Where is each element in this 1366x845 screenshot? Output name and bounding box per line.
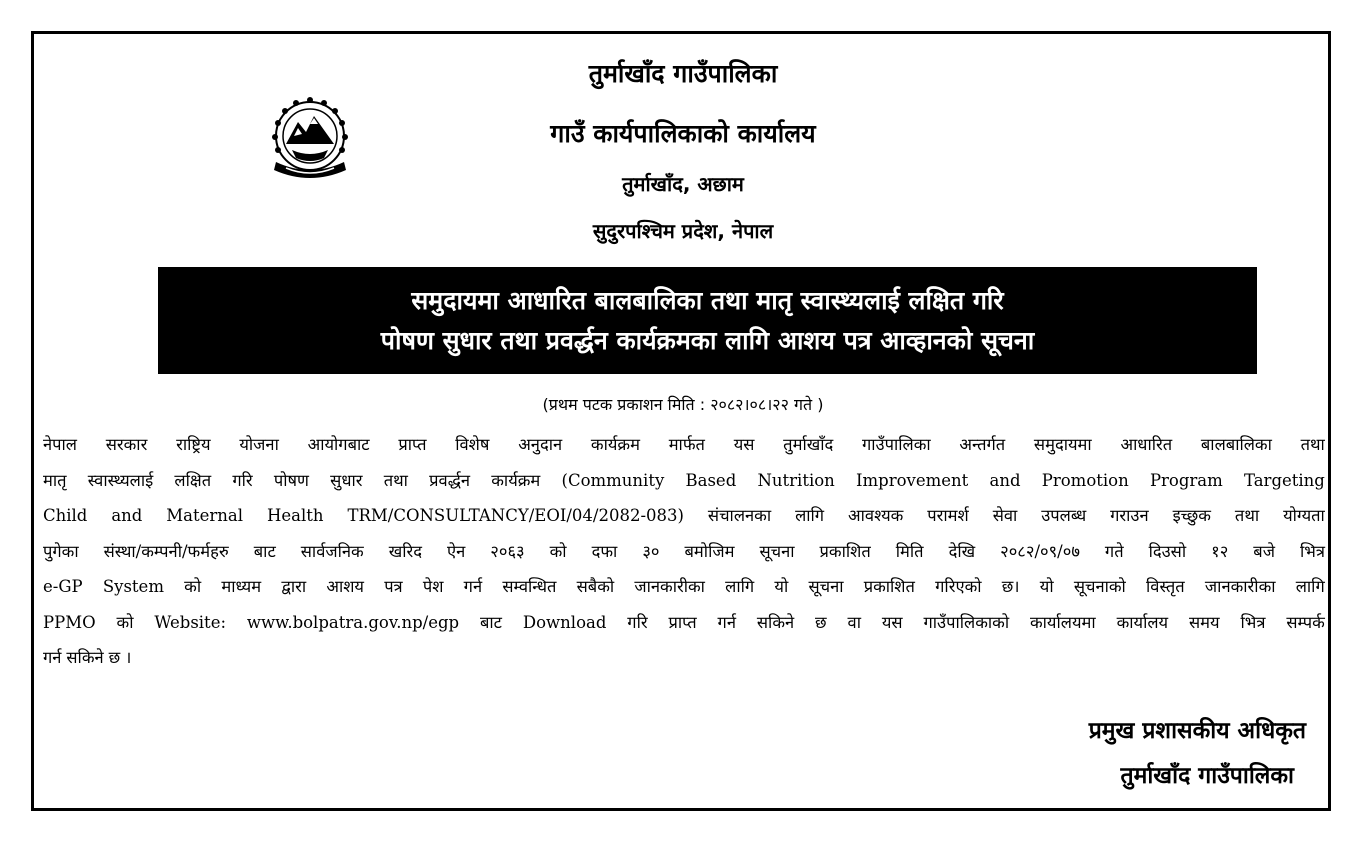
body-word: System — [102, 577, 164, 596]
body-word: योग्यता — [1283, 506, 1325, 525]
publication-date: (प्रथम पटक प्रकाशन मिति : २०८२।०८।२२ गते ) — [542, 395, 824, 414]
body-word: आवश्यक — [848, 506, 904, 525]
body-word: छ। — [1001, 577, 1020, 596]
body-word: राष्ट्रिय — [176, 435, 211, 454]
banner-line-1: समुदायमा आधारित बालबालिका तथा मातृ स्वास्थ्यलाई लक्षित गरि — [411, 286, 1004, 315]
body-word: and — [111, 506, 143, 525]
office-name: तुर्माखाँद गाउँपालिका — [588, 59, 778, 88]
body-word: संस्था/कम्पनी/फर्महरु — [103, 541, 229, 561]
body-word: । — [125, 648, 132, 667]
body-word: Nutrition — [757, 470, 835, 490]
body-word: सम्पर्क — [1286, 612, 1325, 632]
office-type: गाउँ कार्यपालिकाको कार्यालय — [550, 119, 816, 148]
body-word: सूचनाको — [1073, 577, 1126, 596]
notice-body — [43, 427, 1325, 676]
body-word: Program — [1149, 470, 1223, 490]
body-word: उपलब्ध — [1041, 506, 1087, 525]
body-word: मिति — [895, 541, 924, 561]
signatory-title: प्रमुख प्रशासकीय अधिकृत — [1088, 718, 1306, 744]
body-word: लक्षित — [174, 470, 212, 490]
body-word: कार्यालयमा — [1029, 612, 1096, 632]
body-word: प्राप्त — [398, 435, 427, 454]
body-line — [43, 569, 1325, 605]
body-word: आधारित — [1120, 435, 1173, 454]
body-word: प्रकाशित — [819, 541, 871, 561]
body-word: तथा — [1234, 506, 1260, 525]
body-word: गरि — [232, 470, 253, 490]
body-word: मातृ — [43, 470, 67, 490]
body-word: गाउँपालिका — [861, 435, 931, 454]
body-word: बाट — [479, 612, 502, 632]
body-word: कार्यक्रम — [491, 470, 541, 490]
body-word: विस्तृत — [1146, 577, 1185, 596]
body-word: Improvement — [856, 470, 969, 490]
body-word: ३० — [642, 541, 660, 561]
body-word: पोषण — [273, 470, 309, 490]
body-word: पेश — [422, 577, 444, 596]
body-word: योजना — [239, 435, 279, 454]
body-word: Child — [43, 506, 88, 525]
body-word: १२ — [1211, 541, 1229, 561]
body-word: www.bolpatra.gov.np/egp — [246, 612, 460, 632]
notice-title-banner — [158, 267, 1257, 374]
body-word: दिउसो — [1148, 541, 1187, 561]
body-word: छ — [108, 648, 121, 667]
body-word: आशय — [326, 577, 364, 596]
body-line — [43, 498, 1325, 534]
body-word: तुर्माखाँद — [783, 435, 834, 454]
body-word: गर्न — [717, 612, 736, 632]
body-word: बालबालिका — [1200, 435, 1272, 454]
body-word: नेपाल — [43, 435, 77, 454]
body-word: यो — [1039, 577, 1054, 596]
body-word: जानकारीका — [1204, 577, 1276, 596]
body-word: सार्वजनिक — [300, 541, 364, 561]
body-word: द्वारा — [281, 577, 307, 596]
body-line — [43, 463, 1325, 499]
body-word: स्वास्थ्यलाई — [87, 470, 154, 490]
body-word: दफा — [591, 541, 618, 561]
body-word: PPMO — [43, 612, 96, 632]
body-word: लागि — [795, 506, 825, 525]
body-word: सकिने — [756, 612, 795, 632]
body-word: प्राप्त — [668, 612, 697, 632]
body-word: देखि — [948, 541, 976, 561]
body-word: सरकार — [105, 435, 148, 454]
body-word: लागि — [1295, 577, 1325, 596]
body-word: Health — [266, 506, 324, 525]
body-word: को — [184, 577, 202, 596]
body-word: यस — [881, 612, 903, 632]
body-word: जानकारीका — [634, 577, 705, 596]
body-word: को — [549, 541, 567, 561]
body-word: (Community — [561, 470, 665, 490]
body-word: सबैको — [576, 577, 615, 596]
body-word: गते — [1104, 541, 1124, 561]
body-word: TRM/CONSULTANCY/EOI/04/2082-083) — [347, 506, 684, 525]
body-line — [43, 427, 1325, 463]
body-word: को — [116, 612, 134, 632]
body-word: प्रकाशित — [863, 577, 915, 596]
body-word: Based — [685, 470, 737, 490]
body-word: कार्यक्रम — [590, 435, 640, 454]
office-province: सुदुरपश्चिम प्रदेश, नेपाल — [592, 219, 774, 243]
body-word: समय — [1189, 612, 1220, 632]
body-word: सूचना — [759, 541, 795, 561]
body-word: यो — [774, 577, 789, 596]
body-word: Download — [522, 612, 607, 632]
body-word: गरिएको — [935, 577, 982, 596]
body-word: २०६३ — [490, 541, 525, 561]
body-word: वा — [847, 612, 861, 632]
body-word: Maternal — [166, 506, 244, 525]
body-word: भित्र — [1240, 612, 1266, 632]
body-word: बाट — [253, 541, 276, 561]
body-word: ऐन — [447, 541, 466, 561]
body-word: यस — [733, 435, 755, 454]
body-word: भित्र — [1299, 541, 1325, 561]
body-word: बजे — [1253, 541, 1275, 561]
body-word: अन्तर्गत — [959, 435, 1006, 454]
body-word: २०८२/०९/०७ — [1000, 541, 1080, 561]
body-word: खरिद — [388, 541, 422, 561]
body-word: सम्वन्धित — [502, 577, 557, 596]
signatory-office: तुर्माखाँद गाउँपालिका — [1120, 763, 1294, 789]
body-line — [43, 534, 1325, 570]
body-word: माध्यम — [221, 577, 262, 596]
body-word: गर्न — [43, 648, 62, 667]
body-word: आयोगबाट — [307, 435, 370, 454]
body-word: सूचना — [808, 577, 844, 596]
body-line — [43, 605, 1325, 641]
body-word: गराउन — [1110, 506, 1149, 525]
body-word: प्रवर्द्धन — [429, 470, 471, 490]
office-address: तुर्माखाँद, अछाम — [622, 172, 744, 196]
body-word: पत्र — [384, 577, 403, 596]
body-word: इच्छुक — [1172, 506, 1211, 525]
body-word: मार्फत — [668, 435, 705, 454]
body-word: समुदायमा — [1033, 435, 1092, 454]
body-word: कार्यालय — [1116, 612, 1169, 632]
body-word: संचालनका — [707, 506, 772, 525]
banner-line-2: पोषण सुधार तथा प्रवर्द्धन कार्यक्रमका लागि आशय पत्र आव्हानको सूचना — [380, 326, 1035, 355]
body-word: सुधार — [330, 470, 363, 490]
body-word: Targeting — [1244, 470, 1325, 490]
body-word: छ — [815, 612, 827, 632]
body-word: गाउँपालिकाको — [923, 612, 1010, 632]
body-word: तथा — [1300, 435, 1325, 454]
body-word: Promotion — [1041, 470, 1129, 490]
body-word: गरि — [627, 612, 648, 632]
body-word: बमोजिम — [684, 541, 735, 561]
body-word: सेवा — [992, 506, 1018, 525]
body-word: लागि — [725, 577, 755, 596]
body-word: पुगेका — [43, 541, 79, 561]
body-word: Website: — [154, 612, 227, 632]
body-word: e-GP — [43, 577, 83, 596]
body-word: सकिने — [66, 648, 104, 667]
body-word: and — [989, 470, 1021, 490]
body-word: परामर्श — [927, 506, 969, 525]
body-word: गर्न — [463, 577, 483, 596]
body-line — [43, 640, 1325, 676]
body-word: तथा — [383, 470, 408, 490]
body-word: अनुदान — [518, 435, 563, 454]
body-word: विशेष — [455, 435, 490, 454]
